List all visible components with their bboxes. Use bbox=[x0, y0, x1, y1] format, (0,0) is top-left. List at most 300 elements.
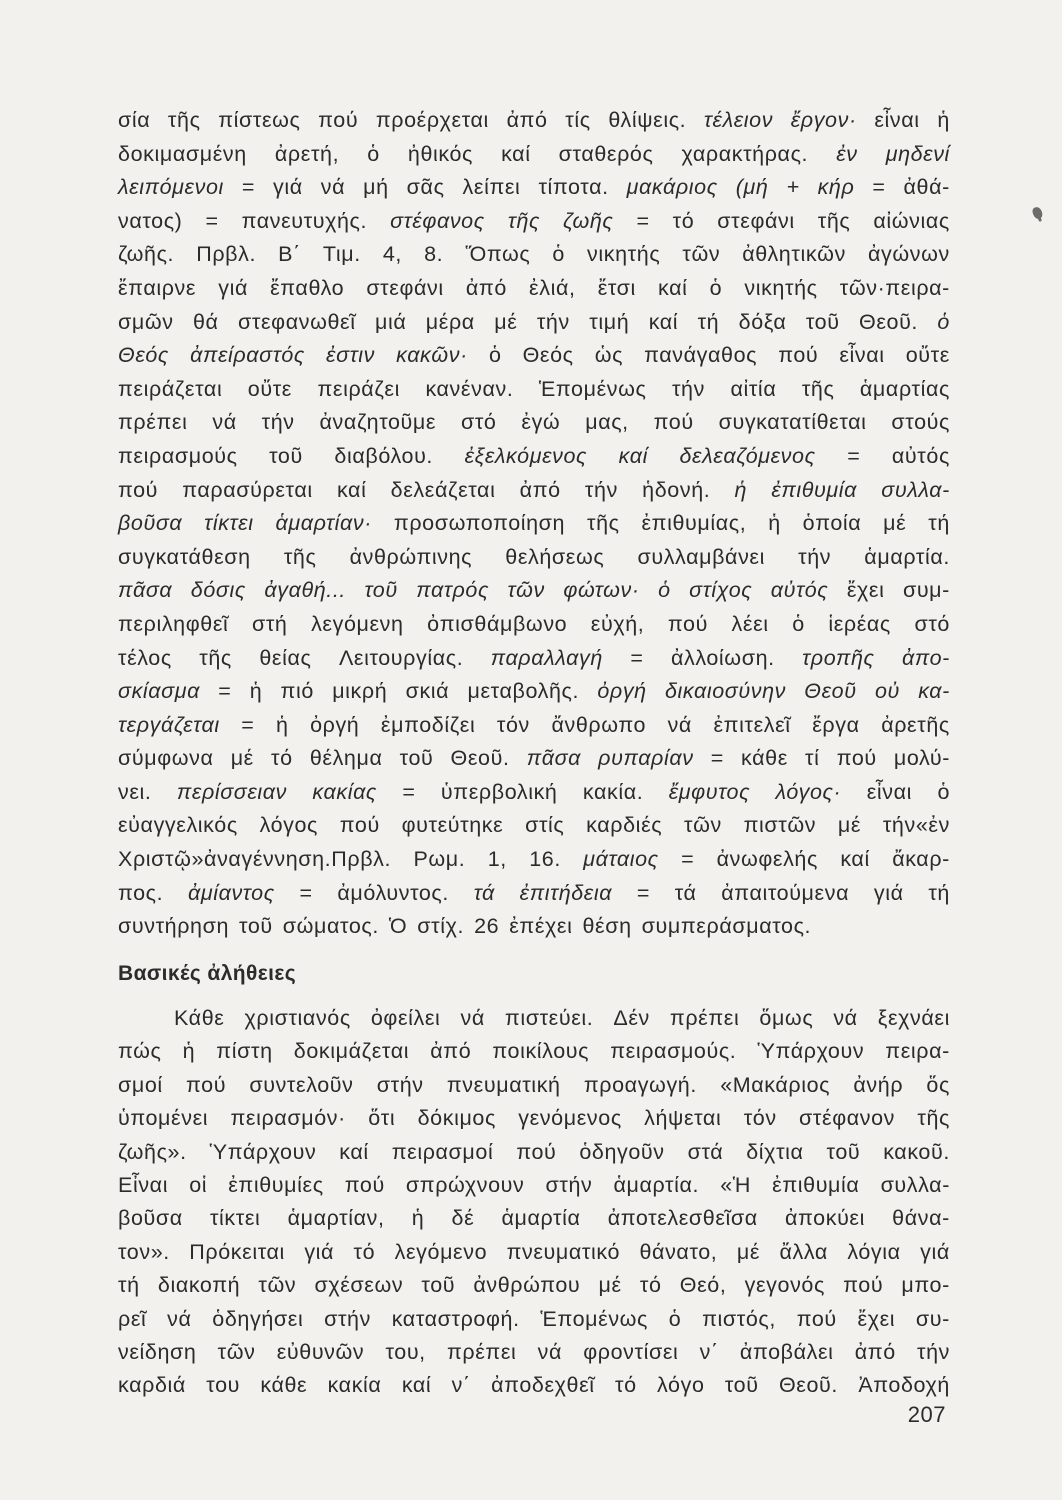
word: τήν bbox=[261, 410, 295, 435]
word: ἁμαρτίας bbox=[859, 376, 950, 401]
word: πιστός, bbox=[702, 1306, 776, 1331]
word: ἀνθρώπου bbox=[473, 1273, 581, 1298]
word: αὐτός bbox=[891, 443, 950, 468]
notes-line bbox=[118, 608, 950, 642]
word: ἄλλα bbox=[779, 1239, 828, 1264]
word: τίκτει bbox=[204, 511, 254, 536]
word: ν΄ bbox=[699, 1339, 719, 1364]
word: ἀνθρώπινης bbox=[349, 544, 473, 569]
word: συμπεράσματος. bbox=[641, 914, 812, 939]
notes-line bbox=[118, 138, 950, 172]
word: ἡ bbox=[768, 511, 781, 536]
word: πατρός bbox=[416, 578, 489, 603]
word: ὀφείλει bbox=[370, 1006, 441, 1030]
word: τό bbox=[353, 1239, 376, 1264]
word: κακοῦ. bbox=[883, 1139, 950, 1164]
word: νά bbox=[212, 410, 237, 435]
word: του bbox=[206, 1373, 240, 1398]
notes-line bbox=[118, 642, 950, 676]
word: τή bbox=[928, 511, 950, 536]
word: Τιμ. bbox=[322, 242, 361, 267]
word: μηδενί bbox=[885, 141, 950, 166]
word: νατος) bbox=[118, 208, 183, 233]
word: τί bbox=[805, 746, 820, 771]
word: ἀναζητοῦμε bbox=[319, 410, 437, 435]
word: στήν bbox=[324, 1306, 371, 1331]
word: τῶν bbox=[682, 242, 721, 267]
word: πού bbox=[667, 611, 708, 636]
word: ὅς bbox=[926, 1072, 950, 1097]
word: τῆς bbox=[586, 511, 620, 536]
word: προαγωγή. bbox=[583, 1072, 697, 1097]
word: πειρασμούς bbox=[118, 443, 238, 468]
word: ἐστιν bbox=[326, 343, 376, 368]
word: πειράζει bbox=[317, 376, 400, 401]
word: στίχ. bbox=[417, 914, 465, 939]
word: μας, bbox=[585, 410, 629, 435]
word: ὑπομένει bbox=[118, 1106, 209, 1131]
word: τό bbox=[615, 1373, 637, 1398]
word: σκιά bbox=[405, 679, 450, 704]
word: δόσις bbox=[190, 578, 246, 603]
word: βοῦσα bbox=[118, 1206, 183, 1231]
word: Ρωμ. bbox=[413, 847, 466, 872]
word: καί bbox=[658, 275, 688, 300]
word: ρεῖ bbox=[118, 1306, 147, 1331]
word: θελήσεως bbox=[505, 544, 605, 569]
word: νά bbox=[667, 712, 692, 737]
word: ἐξελκόμενος bbox=[464, 443, 588, 468]
word: κακῶν· bbox=[396, 343, 468, 368]
word: πού bbox=[843, 1273, 884, 1298]
word: βοῦσα bbox=[118, 511, 183, 536]
word: τό bbox=[639, 1273, 662, 1298]
word: ἀπό bbox=[519, 477, 561, 502]
word: = bbox=[872, 175, 886, 200]
word: νικητής bbox=[587, 242, 661, 267]
word: κήρ bbox=[817, 175, 855, 200]
word: τήν bbox=[584, 477, 618, 502]
word: νά bbox=[833, 1006, 858, 1030]
word: τοῦ bbox=[239, 914, 273, 939]
word: Εἶναι bbox=[118, 1172, 169, 1197]
body-section bbox=[118, 1002, 950, 1403]
word: στίχος bbox=[689, 578, 753, 603]
word: τῆς bbox=[167, 108, 201, 132]
word: ἐπιθυμία bbox=[771, 477, 858, 502]
word: + bbox=[786, 175, 800, 200]
word: ὁ bbox=[552, 242, 565, 267]
word: τήν«ἐν bbox=[882, 813, 950, 838]
margin-ink-mark bbox=[1031, 206, 1044, 220]
word: Πρόκειται bbox=[189, 1239, 285, 1264]
word: τίς bbox=[565, 108, 591, 132]
notes-line bbox=[118, 574, 950, 608]
word: ἔπαθλο bbox=[270, 275, 345, 300]
word: ἡ bbox=[275, 712, 289, 737]
word: νά bbox=[167, 1306, 192, 1331]
notes-line bbox=[118, 541, 950, 575]
word: νείδηση bbox=[118, 1339, 197, 1364]
word: = bbox=[636, 208, 650, 233]
word: δοκιμάζεται bbox=[293, 1039, 410, 1064]
word: στά bbox=[687, 1139, 724, 1164]
word: ὁ bbox=[937, 779, 950, 804]
word: μάταιος bbox=[583, 847, 659, 872]
body-line bbox=[118, 1236, 950, 1269]
word: μιά bbox=[374, 309, 407, 334]
word: ὁ bbox=[367, 141, 380, 166]
notes-line bbox=[118, 406, 950, 440]
word: ἁμαρτία bbox=[501, 1206, 581, 1231]
word: κάθε bbox=[741, 746, 788, 771]
word: γιά bbox=[218, 275, 248, 300]
word: εἶναι bbox=[874, 108, 920, 132]
word: κανέναν. bbox=[425, 376, 514, 401]
word: στεφανωθεῖ bbox=[238, 309, 356, 334]
word: μέ bbox=[230, 746, 254, 771]
word: σχέσεων bbox=[314, 1273, 404, 1298]
word: γιά bbox=[873, 880, 904, 905]
word: «Μακάριος bbox=[720, 1072, 831, 1097]
word: πᾶσα bbox=[118, 578, 173, 603]
word: συ- bbox=[915, 1306, 950, 1331]
page-number: 207 bbox=[907, 1402, 946, 1427]
word: τή bbox=[697, 309, 720, 334]
word: ἁμαρτίαν· bbox=[275, 511, 373, 536]
word: τῶν bbox=[258, 1273, 297, 1298]
word: στή bbox=[251, 611, 288, 636]
word: διακοπή bbox=[157, 1273, 241, 1298]
word: Ἀποδοχή bbox=[858, 1373, 950, 1398]
body-line bbox=[118, 1035, 950, 1068]
word: ἔτσι bbox=[597, 275, 636, 300]
word: ποικίλους bbox=[492, 1039, 590, 1064]
word: κα- bbox=[918, 679, 950, 704]
notes-line bbox=[118, 339, 950, 373]
word: καρδιά bbox=[118, 1373, 186, 1398]
word: χριστιανός bbox=[244, 1006, 351, 1030]
word: πειρασμοί bbox=[391, 1139, 494, 1164]
word: χαρακτήρας. bbox=[681, 141, 809, 166]
word: οὐ bbox=[874, 679, 900, 704]
word: καί bbox=[501, 141, 531, 166]
word: ὀργή bbox=[597, 679, 647, 704]
word: ἡ bbox=[734, 477, 748, 502]
word: εὐαγγελικός bbox=[118, 813, 238, 838]
word: ἀγώνων bbox=[868, 242, 950, 267]
word: ἀπό bbox=[465, 275, 507, 300]
word: καταστροφή. bbox=[391, 1306, 520, 1331]
word: Θεό, bbox=[679, 1273, 727, 1298]
word: μέ bbox=[736, 1239, 761, 1264]
word: θάνα- bbox=[892, 1206, 950, 1231]
body-line bbox=[118, 1069, 950, 1102]
word: τῆς bbox=[801, 376, 835, 401]
word: ἡ bbox=[249, 679, 263, 704]
word: νά bbox=[537, 1339, 562, 1364]
word: συντήρηση bbox=[118, 914, 230, 939]
word: ὁ bbox=[937, 309, 950, 334]
word: ἡ bbox=[411, 1206, 425, 1231]
word: ἀμόλυντος. bbox=[337, 880, 449, 905]
word: πού bbox=[796, 1306, 837, 1331]
word: δίχτια bbox=[746, 1139, 804, 1164]
word: λεγόμενο bbox=[394, 1239, 488, 1264]
word: σία bbox=[118, 108, 151, 132]
word: καί bbox=[339, 1139, 369, 1164]
word: σμοί bbox=[118, 1072, 163, 1097]
word: τέλειον bbox=[703, 108, 774, 132]
word: κακία bbox=[327, 1373, 382, 1398]
word: λείπει bbox=[462, 175, 521, 200]
word: ἀποτελεσθεῖσα bbox=[607, 1206, 758, 1231]
word: λόγος bbox=[259, 813, 319, 838]
notes-line bbox=[118, 877, 950, 911]
word: γιά bbox=[920, 1239, 950, 1264]
word: δόκιμος bbox=[417, 1106, 496, 1131]
word: νει. bbox=[118, 779, 152, 804]
word: ἀποδεχθεῖ bbox=[491, 1373, 595, 1398]
word: σπρώχνουν bbox=[405, 1172, 525, 1197]
word: πίστη bbox=[216, 1039, 273, 1064]
word: πειρασμούς. bbox=[610, 1039, 737, 1064]
word: τοῦ bbox=[826, 1139, 861, 1164]
word: Θεός bbox=[118, 343, 169, 368]
word: δέ bbox=[451, 1206, 475, 1231]
word: καρδιές bbox=[586, 813, 663, 838]
word: πού bbox=[778, 343, 819, 368]
word: Ὑπάρχουν bbox=[209, 1139, 317, 1164]
word: ξεχνάει bbox=[877, 1006, 950, 1030]
word: Θεοῦ. bbox=[778, 1373, 838, 1398]
word: θέση bbox=[582, 914, 632, 939]
word: μέ bbox=[883, 511, 907, 536]
word: πίστεως bbox=[218, 108, 301, 132]
word: ἀπό bbox=[506, 108, 548, 132]
word: ἔργον· bbox=[790, 108, 857, 132]
word: καί bbox=[401, 1373, 432, 1398]
word: προσωποποίηση bbox=[393, 511, 566, 536]
word: ὁ bbox=[709, 275, 723, 300]
word: πρέπει bbox=[446, 1339, 517, 1364]
word: ὁ bbox=[488, 343, 502, 368]
word: αἰώνιας bbox=[873, 208, 950, 233]
word: ἀνωφελής bbox=[716, 847, 818, 872]
word: = bbox=[630, 645, 644, 670]
word: ἐλιά, bbox=[529, 275, 576, 300]
word: τῆς bbox=[199, 645, 232, 670]
word: ἠθικός bbox=[407, 141, 474, 166]
word: ἁμαρτίαν, bbox=[287, 1206, 385, 1231]
word: ἐπιθυμίες bbox=[228, 1172, 324, 1197]
notes-line bbox=[118, 507, 950, 541]
word: πού bbox=[344, 1172, 385, 1197]
word: ρυπαρίαν bbox=[598, 746, 694, 771]
word: γιά bbox=[304, 1239, 335, 1264]
word: ὁ bbox=[658, 578, 671, 603]
word: αἰτία bbox=[730, 376, 777, 401]
notes-line bbox=[118, 440, 950, 474]
word: σώματος. bbox=[282, 914, 379, 939]
word: τιμή bbox=[589, 309, 630, 334]
word: ζωῆς bbox=[563, 208, 614, 233]
word: συλλα- bbox=[881, 477, 950, 502]
word: στήν bbox=[545, 1172, 593, 1197]
word: πος. bbox=[118, 880, 164, 905]
word: ἐμποδίζει bbox=[380, 712, 476, 737]
word: τοῦ bbox=[805, 309, 840, 334]
word: τῶν bbox=[217, 1339, 256, 1364]
word: Θεός bbox=[522, 343, 574, 368]
notes-line bbox=[118, 742, 950, 776]
word: πειρασμόν· bbox=[230, 1106, 346, 1131]
word: ἐν bbox=[836, 141, 858, 166]
word: = bbox=[205, 208, 219, 233]
word: παραλλαγή bbox=[490, 645, 603, 670]
word: ἀθά- bbox=[903, 175, 950, 200]
word: μολύ- bbox=[893, 746, 950, 771]
word: μή bbox=[363, 175, 389, 200]
word: λεγόμενη bbox=[311, 611, 404, 636]
word: συγκατάθεση bbox=[118, 544, 251, 569]
word: νικητής bbox=[744, 275, 818, 300]
word: ἀρετή, bbox=[274, 141, 340, 166]
word: Ἑπομένως bbox=[538, 376, 647, 401]
word: πιστῶν bbox=[743, 813, 817, 838]
body-line bbox=[118, 1336, 950, 1369]
section-heading: Βασικές ἀλήθειες bbox=[118, 962, 297, 985]
notes-line bbox=[118, 843, 950, 877]
word: εἶναι bbox=[839, 343, 885, 368]
word: τῶν·πειρα- bbox=[839, 275, 950, 300]
word: 26 bbox=[474, 914, 500, 939]
word: τόν bbox=[743, 1106, 777, 1131]
word: πρέπει bbox=[669, 1006, 740, 1030]
word: γενόμενος bbox=[518, 1106, 622, 1131]
word: Β΄ bbox=[278, 242, 301, 267]
body-line bbox=[118, 1002, 950, 1035]
word: στό bbox=[460, 410, 497, 435]
word: πού bbox=[516, 1139, 557, 1164]
body-line bbox=[118, 1303, 950, 1336]
word: τίκτει bbox=[209, 1206, 261, 1231]
word: στήν bbox=[376, 1072, 424, 1097]
word: ὁδηγοῦν bbox=[579, 1139, 665, 1164]
word: 8. bbox=[424, 242, 444, 267]
word: συγκατατίθεται bbox=[718, 410, 867, 435]
word: ἐπέχει bbox=[509, 914, 573, 939]
word: ἀπείραστός bbox=[190, 343, 305, 368]
word: ἀπο- bbox=[902, 645, 950, 670]
word: προέρχεται bbox=[375, 108, 489, 132]
word: ὑπερβολική bbox=[440, 779, 558, 804]
word: τον». bbox=[118, 1239, 170, 1264]
word: = bbox=[218, 679, 232, 704]
word: τήν bbox=[798, 544, 832, 569]
notes-line bbox=[118, 373, 950, 407]
word: = bbox=[402, 779, 416, 804]
word: τῆς bbox=[817, 208, 851, 233]
word: λέει bbox=[731, 611, 769, 636]
word: πνευματικό bbox=[506, 1239, 621, 1264]
body-line bbox=[118, 1202, 950, 1235]
word: = bbox=[241, 175, 256, 200]
word: θά bbox=[193, 309, 219, 334]
word: 4, bbox=[382, 242, 403, 267]
notes-line bbox=[118, 809, 950, 843]
word: σᾶς bbox=[406, 175, 445, 200]
notes-section bbox=[118, 104, 950, 944]
word: ἀποβάλει bbox=[739, 1339, 834, 1364]
body-line bbox=[118, 1369, 950, 1402]
word: μακάριος bbox=[626, 175, 718, 200]
word: θείας bbox=[259, 645, 312, 670]
word: τή bbox=[928, 880, 950, 905]
word: ὁδηγήσει bbox=[212, 1306, 304, 1331]
word: στίς bbox=[525, 813, 565, 838]
word: σμῶν bbox=[118, 309, 174, 334]
word: μπο- bbox=[901, 1273, 950, 1298]
word: = bbox=[710, 746, 724, 771]
word: «Ἡ bbox=[720, 1172, 752, 1197]
word: πού bbox=[653, 410, 694, 435]
word: δοκιμασμένη bbox=[118, 141, 247, 166]
word: συλλαμβάνει bbox=[637, 544, 765, 569]
word: τῆς bbox=[283, 544, 317, 569]
word: ὅμως bbox=[759, 1006, 814, 1030]
word: 16. bbox=[529, 847, 561, 872]
word: πού bbox=[318, 108, 359, 132]
word: ἀπαιτούμενα bbox=[721, 880, 850, 905]
word: νά bbox=[320, 175, 346, 200]
word: θλίψεις. bbox=[608, 108, 687, 132]
word: τό bbox=[672, 208, 695, 233]
word: τῶν bbox=[507, 578, 545, 603]
word: μέ bbox=[494, 309, 518, 334]
word: εὐχή, bbox=[590, 611, 645, 636]
word: κακία. bbox=[582, 779, 644, 804]
word: τροπῆς bbox=[802, 645, 875, 670]
word: κακίας bbox=[312, 779, 377, 804]
notes-line bbox=[118, 709, 950, 743]
notes-line bbox=[118, 171, 950, 205]
word: τόν bbox=[496, 712, 530, 737]
word: ἐπιθυμίας, bbox=[641, 511, 747, 536]
word: φώτων· bbox=[563, 578, 640, 603]
word: πιό bbox=[280, 679, 314, 704]
word: εὐθυνῶν bbox=[276, 1339, 365, 1364]
word: αὐτός bbox=[770, 578, 829, 603]
word: λόγος· bbox=[775, 779, 842, 804]
word: ἔπαιρνε bbox=[118, 275, 197, 300]
notes-line bbox=[118, 272, 950, 306]
word: ὅτι bbox=[368, 1106, 396, 1131]
word: πανάγαθος bbox=[644, 343, 758, 368]
word: περιληφθεῖ bbox=[118, 611, 229, 636]
notes-line bbox=[118, 104, 950, 138]
word: ἀλλοίωση. bbox=[670, 645, 775, 670]
word: εἶναι bbox=[866, 779, 913, 804]
word: = bbox=[847, 443, 861, 468]
word: Θεοῦ bbox=[804, 679, 857, 704]
word: ἡ bbox=[182, 1039, 196, 1064]
word: μέ bbox=[837, 813, 862, 838]
word: (μή bbox=[735, 175, 769, 200]
word: πού bbox=[186, 1072, 227, 1097]
word: τοῦ bbox=[421, 1273, 456, 1298]
word: πού bbox=[836, 746, 877, 771]
